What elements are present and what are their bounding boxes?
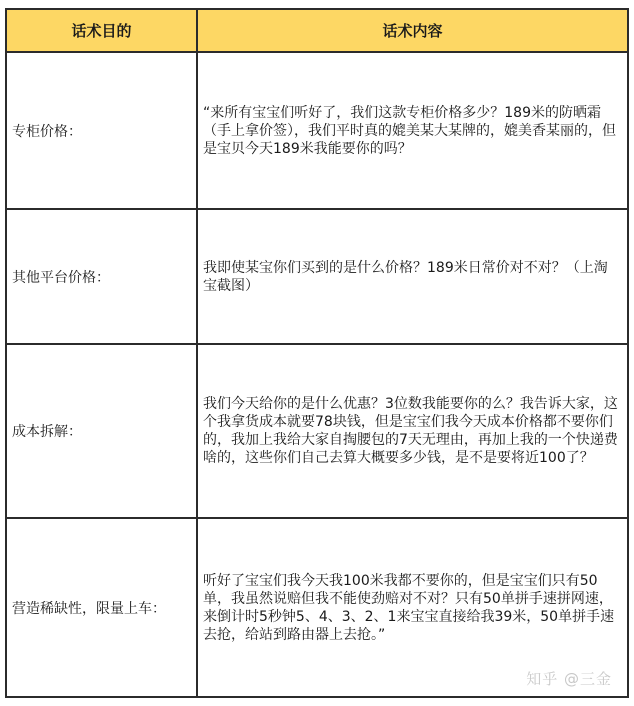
purpose-cell: 专柜价格： — [7, 53, 198, 208]
header-content: 话术内容 — [382, 21, 443, 40]
content-cell: “来所有宝宝们听好了，我们这款专柜价格多少？189米的防晒霜（手上拿价签），我们平时真的媲美某大某牌的，媲美香某丽的，但是宝贝今天189米我能要你的吗？ — [203, 104, 616, 157]
purpose-cell: 其他平台价格： — [7, 210, 198, 343]
content-cell: 我即使某宝你们买到的是什么价格？189米日常价对不对？（上淘宝截图） — [203, 259, 608, 294]
purpose-cell: 成本拆解： — [7, 345, 198, 517]
header-purpose: 话术目的 — [7, 10, 198, 51]
purpose-cell: 营造稀缺性，限量上车： — [7, 519, 198, 696]
table-row — [7, 210, 627, 345]
table-header-row — [7, 10, 627, 53]
watermark: 知乎 @三金 — [526, 670, 612, 688]
table-row — [7, 345, 627, 519]
script-table — [5, 8, 629, 698]
content-cell: 我们今天给你的是什么优惠？3位数我能要你的么？我告诉大家，这个我拿货成本就要78块钱，但是宝宝们我今天成本价格都不要你们的，我加上我给大家自掏腰包的7天无理由，再加上我的一个快递费啥的，这些你们自己去算大概要多少钱，是不是要将近100了？ — [203, 396, 618, 466]
content-cell: 听好了宝宝们我今天我100米我都不要你的，但是宝宝们只有50单，我虽然说赔但我不能使劲赔对不对？只有50单拼手速拼网速，来倒计时5秒钟5、4、3、2、1来宝宝直接给我39米，50单拼手速去抢，给站到路由器上去抢。” — [203, 572, 615, 643]
table-row — [7, 53, 627, 210]
